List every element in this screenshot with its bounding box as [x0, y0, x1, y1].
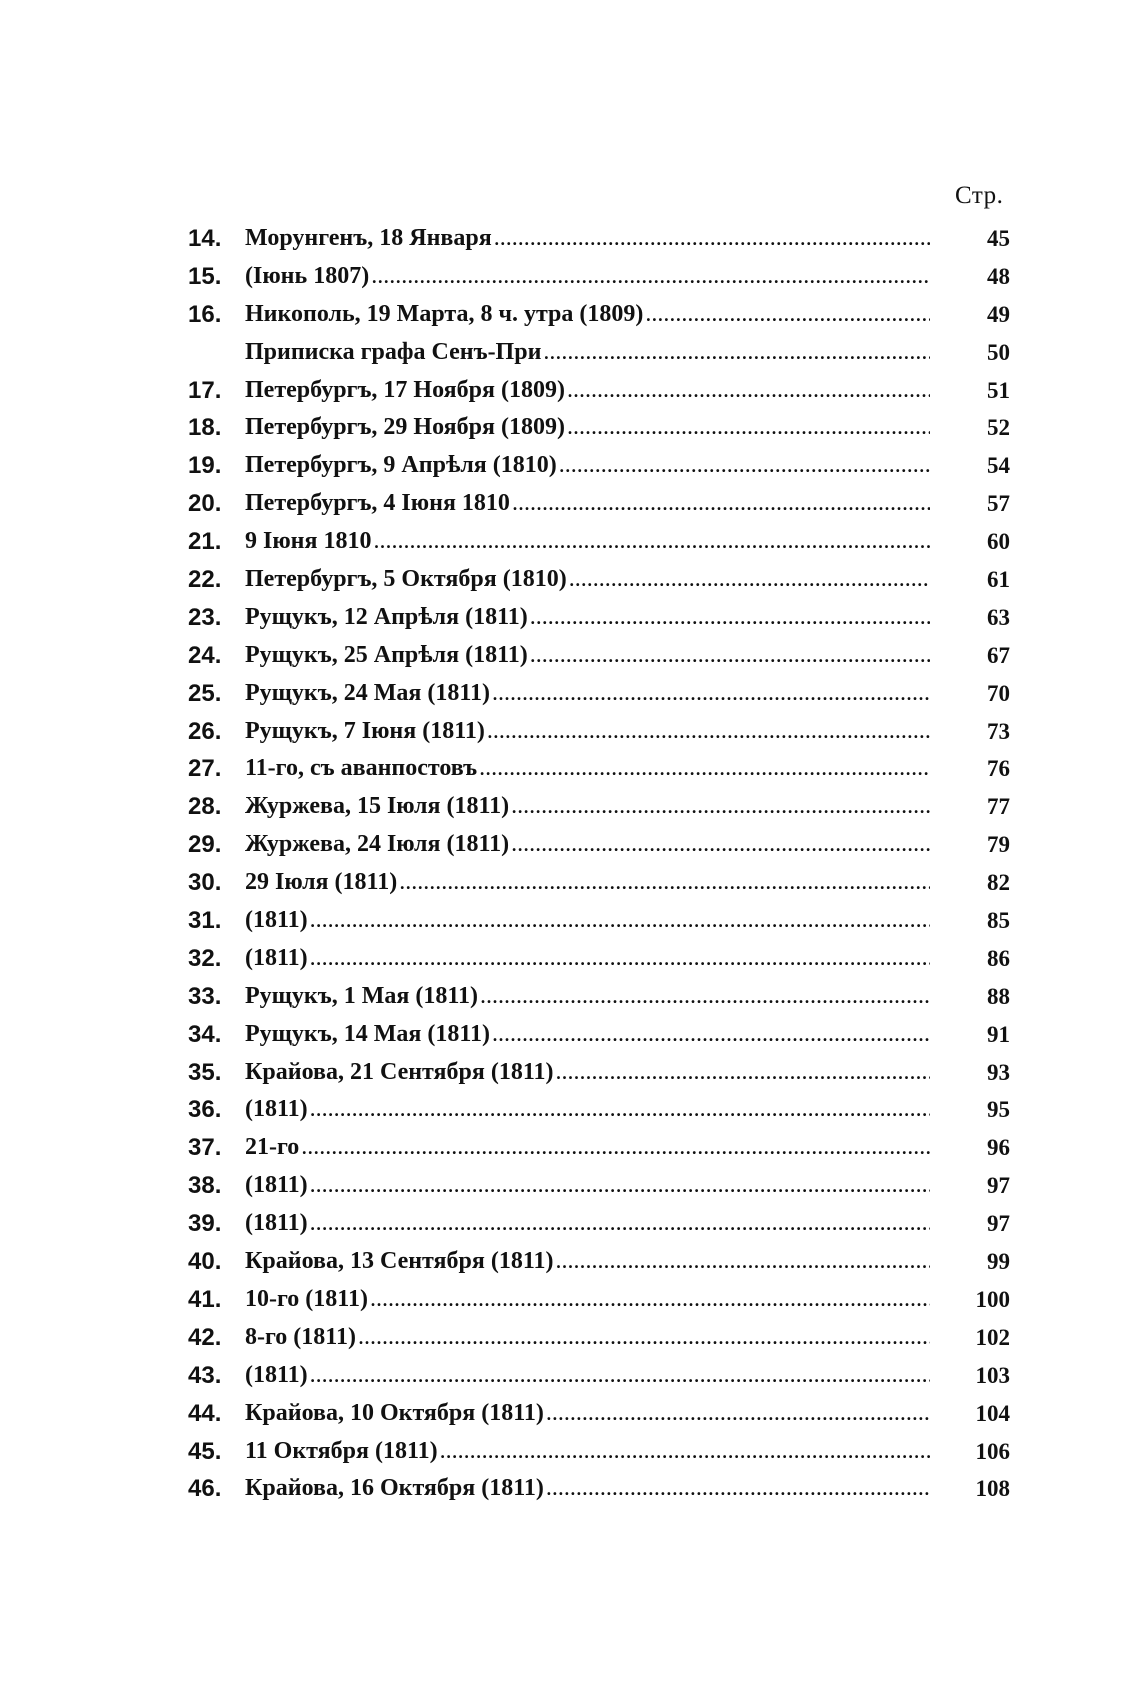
toc-entry	[188, 599, 1010, 637]
toc-entry	[188, 220, 1010, 258]
dot-leader	[371, 258, 930, 296]
toc-entry	[188, 978, 1010, 1016]
entry-page-number: 95	[987, 1097, 1010, 1123]
dot-leader	[559, 447, 930, 485]
entry-page-number: 70	[987, 680, 1010, 706]
entry-title: Никополь, 19 Марта, 8 ч. утра (1809)	[245, 300, 644, 327]
dot-leader	[479, 750, 930, 788]
entry-title-line	[245, 372, 930, 410]
entry-page-number: 97	[987, 1211, 1010, 1237]
dot-leader	[645, 296, 930, 334]
entry-title: Морунгенъ, 18 Января	[245, 225, 492, 251]
entry-title-line	[245, 940, 930, 978]
entry-title: Рущукъ, 14 Мая (1811)	[245, 1020, 491, 1047]
entry-page-number: 86	[987, 945, 1010, 971]
entry-page-number: 82	[987, 870, 1010, 896]
toc-entry	[188, 788, 1010, 826]
entry-page-number: 93	[987, 1059, 1010, 1085]
entry-page-number: 108	[975, 1476, 1010, 1502]
toc-entry	[188, 1243, 1010, 1281]
dot-leader	[310, 940, 930, 978]
toc-entry	[188, 372, 1010, 410]
entry-number: 38.	[188, 1172, 222, 1200]
toc-entry	[188, 1319, 1010, 1357]
toc-entry	[188, 940, 1010, 978]
entry-title: Крайова, 13 Сентября (1811)	[245, 1248, 554, 1275]
entry-title-line	[245, 447, 930, 485]
entry-title: (1811)	[245, 1172, 308, 1199]
entry-number: 45.	[188, 1437, 222, 1465]
entry-title: Рущукъ, 25 Апрѣля (1811)	[245, 641, 528, 668]
entry-number: 39.	[188, 1210, 222, 1238]
toc-entry	[188, 1091, 1010, 1129]
entry-title: 9 Іюня 1810	[245, 528, 372, 555]
entry-title-line	[245, 1470, 930, 1508]
entry-number: 24.	[188, 641, 222, 669]
dot-leader	[301, 1129, 930, 1167]
entry-title: Петербургъ, 5 Октября (1810)	[245, 566, 567, 593]
entry-page-number: 60	[987, 529, 1010, 555]
entry-title-line	[245, 750, 930, 788]
dot-leader	[546, 1470, 930, 1508]
toc-entry	[188, 447, 1010, 485]
entry-number: 16.	[188, 300, 222, 328]
entry-title: (Іюнь 1807)	[245, 262, 370, 289]
entry-page-number: 100	[975, 1286, 1010, 1312]
toc-entry	[188, 750, 1010, 788]
dot-leader	[530, 637, 930, 675]
toc-entry	[188, 296, 1010, 334]
dot-leader	[494, 220, 930, 258]
entry-number: 17.	[188, 376, 222, 404]
entry-number: 23.	[188, 603, 222, 631]
entry-title: (1811)	[245, 907, 308, 934]
toc-entry	[188, 1357, 1010, 1395]
entry-title: Петербургъ, 9 Апрѣля (1810)	[245, 452, 557, 479]
dot-leader	[511, 826, 930, 864]
entry-title-line	[245, 675, 930, 713]
entry-page-number: 48	[987, 263, 1010, 289]
entry-number: 22.	[188, 566, 222, 594]
entry-number: 36.	[188, 1096, 222, 1124]
dot-leader	[556, 1054, 931, 1092]
entry-title: (1811)	[245, 1361, 308, 1388]
entry-title: 8-го (1811)	[245, 1323, 356, 1350]
entry-title-line	[245, 978, 930, 1016]
entry-title-line	[245, 1243, 930, 1281]
entry-title-line	[245, 296, 930, 334]
entry-title: Петербургъ, 4 Іюня 1810	[245, 490, 510, 517]
entry-title: (1811)	[245, 1096, 308, 1123]
toc-entry	[188, 258, 1010, 296]
entry-page-number: 73	[987, 718, 1010, 744]
entry-number: 34.	[188, 1020, 222, 1048]
entry-number: 32.	[188, 944, 222, 972]
entry-page-number: 91	[987, 1021, 1010, 1047]
entry-page-number: 51	[987, 377, 1010, 403]
entry-page-number: 76	[987, 756, 1010, 782]
entry-title-line	[245, 485, 930, 523]
toc-entry	[188, 1205, 1010, 1243]
entry-page-number: 50	[987, 339, 1010, 365]
entry-number: 20.	[188, 490, 222, 518]
entry-number: 42.	[188, 1323, 222, 1351]
toc-entry	[188, 1054, 1010, 1092]
entry-number: 43.	[188, 1361, 222, 1389]
entry-number: 41.	[188, 1285, 222, 1313]
toc-entry	[188, 637, 1010, 675]
dot-leader	[567, 409, 930, 447]
table-of-contents	[188, 220, 1010, 1508]
toc-entry	[188, 1167, 1010, 1205]
entry-title: Рущукъ, 1 Мая (1811)	[245, 982, 479, 1009]
entry-number: 26.	[188, 717, 222, 745]
entry-title-line	[245, 713, 930, 751]
entry-title-line	[245, 1054, 930, 1092]
entry-title: Журжева, 15 Іюля (1811)	[245, 793, 510, 820]
entry-number: 25.	[188, 679, 222, 707]
toc-entry	[188, 713, 1010, 751]
toc-entry	[188, 826, 1010, 864]
entry-title: Крайова, 10 Октября (1811)	[245, 1399, 544, 1426]
entry-number: 14.	[188, 225, 222, 252]
toc-entry	[188, 675, 1010, 713]
entry-title: (1811)	[245, 944, 308, 971]
entry-page-number: 85	[987, 908, 1010, 934]
entry-page-number: 52	[987, 415, 1010, 441]
entry-page-number: 79	[987, 832, 1010, 858]
entry-title-line	[245, 788, 930, 826]
entry-number: 27.	[188, 755, 222, 783]
entry-title-line	[245, 864, 930, 902]
dot-leader	[310, 902, 930, 940]
entry-number: 31.	[188, 907, 222, 935]
dot-leader	[546, 1395, 930, 1433]
entry-title: 21-го	[245, 1134, 300, 1161]
entry-title-line	[245, 523, 930, 561]
dot-leader	[374, 523, 931, 561]
dot-leader	[480, 978, 930, 1016]
entry-number: 37.	[188, 1134, 222, 1162]
toc-entry	[188, 1016, 1010, 1054]
dot-leader	[358, 1319, 930, 1357]
entry-title-line	[245, 1395, 930, 1433]
entry-number: 30.	[188, 869, 222, 897]
entry-page-number: 49	[987, 301, 1010, 327]
entry-page-number: 61	[987, 567, 1010, 593]
toc-entry	[188, 1395, 1010, 1433]
entry-number: 21.	[188, 528, 222, 556]
toc-entry	[188, 523, 1010, 561]
dot-leader	[310, 1091, 930, 1129]
entry-page-number: 103	[975, 1362, 1010, 1388]
entry-title: Крайова, 16 Октября (1811)	[245, 1475, 544, 1502]
entry-title: Рущукъ, 24 Мая (1811)	[245, 679, 491, 706]
entry-title-line	[245, 637, 930, 675]
entry-title-line	[245, 902, 930, 940]
entry-title: Рущукъ, 7 Іюня (1811)	[245, 717, 485, 744]
toc-entry	[188, 1470, 1010, 1508]
entry-page-number: 57	[987, 491, 1010, 517]
entry-page-number: 102	[975, 1324, 1010, 1350]
toc-entry	[188, 1433, 1010, 1471]
entry-title: 29 Іюля (1811)	[245, 869, 398, 896]
entry-number: 46.	[188, 1475, 222, 1503]
toc-entry	[188, 1281, 1010, 1319]
entry-number: 18.	[188, 414, 222, 442]
entry-title: Петербургъ, 29 Ноября (1809)	[245, 414, 565, 441]
entry-title-line	[245, 826, 930, 864]
entry-number: 33.	[188, 982, 222, 1010]
entry-title-line	[245, 334, 930, 372]
entry-title-line	[245, 1129, 930, 1167]
entry-page-number: 106	[975, 1438, 1010, 1464]
entry-number: 44.	[188, 1399, 222, 1427]
dot-leader	[310, 1357, 930, 1395]
toc-entry	[188, 864, 1010, 902]
entry-page-number: 67	[987, 642, 1010, 668]
dot-leader	[530, 599, 930, 637]
entry-page-number: 99	[987, 1249, 1010, 1275]
entry-title: 11 Октября (1811)	[245, 1437, 438, 1464]
entry-page-number: 97	[987, 1173, 1010, 1199]
entry-title-line	[245, 1319, 930, 1357]
dot-leader	[399, 864, 930, 902]
entry-page-number: 104	[975, 1400, 1010, 1426]
toc-entry	[188, 561, 1010, 599]
toc-entry	[188, 1129, 1010, 1167]
dot-leader	[569, 561, 930, 599]
entry-title-line	[245, 220, 930, 258]
dot-leader	[543, 334, 930, 372]
page-column-header: Стр.	[955, 182, 1004, 209]
entry-number: 35.	[188, 1058, 222, 1086]
entry-number: 15.	[188, 262, 222, 290]
dot-leader	[370, 1281, 930, 1319]
dot-leader	[556, 1243, 931, 1281]
entry-page-number: 77	[987, 794, 1010, 820]
entry-title-line	[245, 1357, 930, 1395]
entry-title: (1811)	[245, 1210, 308, 1237]
toc-entry	[188, 409, 1010, 447]
entry-number: 28.	[188, 793, 222, 821]
dot-leader	[492, 675, 930, 713]
entry-title-line	[245, 599, 930, 637]
entry-page-number: 54	[987, 453, 1010, 479]
entry-title: Петербургъ, 17 Ноября (1809)	[245, 376, 565, 403]
entry-number: 29.	[188, 831, 222, 859]
dot-leader	[511, 788, 930, 826]
entry-title: Журжева, 24 Іюля (1811)	[245, 831, 510, 858]
entry-title-line	[245, 1433, 930, 1471]
entry-title-line	[245, 258, 930, 296]
entry-page-number: 88	[987, 983, 1010, 1009]
dot-leader	[440, 1433, 930, 1471]
entry-title: 11-го, съ аванпостовъ	[245, 755, 478, 782]
entry-title: 10-го (1811)	[245, 1285, 368, 1312]
entry-title: Рущукъ, 12 Апрѣля (1811)	[245, 603, 528, 630]
entry-number: 19.	[188, 452, 222, 480]
dot-leader	[492, 1016, 930, 1054]
toc-entry	[188, 902, 1010, 940]
entry-page-number: 45	[987, 226, 1010, 251]
dot-leader	[310, 1205, 930, 1243]
entry-title-line	[245, 1016, 930, 1054]
entry-page-number: 63	[987, 604, 1010, 630]
dot-leader	[567, 372, 930, 410]
entry-title-line	[245, 409, 930, 447]
entry-page-number: 96	[987, 1135, 1010, 1161]
dot-leader	[310, 1167, 930, 1205]
entry-title-line	[245, 561, 930, 599]
entry-title-line	[245, 1091, 930, 1129]
entry-title: Приписка графа Сенъ-При	[245, 338, 542, 365]
entry-title-line	[245, 1205, 930, 1243]
entry-title: Крайова, 21 Сентября (1811)	[245, 1058, 554, 1085]
toc-entry	[188, 485, 1010, 523]
entry-title-line	[245, 1167, 930, 1205]
entry-number: 40.	[188, 1248, 222, 1276]
toc-entry	[188, 334, 1010, 372]
dot-leader	[512, 485, 930, 523]
dot-leader	[487, 713, 930, 751]
entry-title-line	[245, 1281, 930, 1319]
